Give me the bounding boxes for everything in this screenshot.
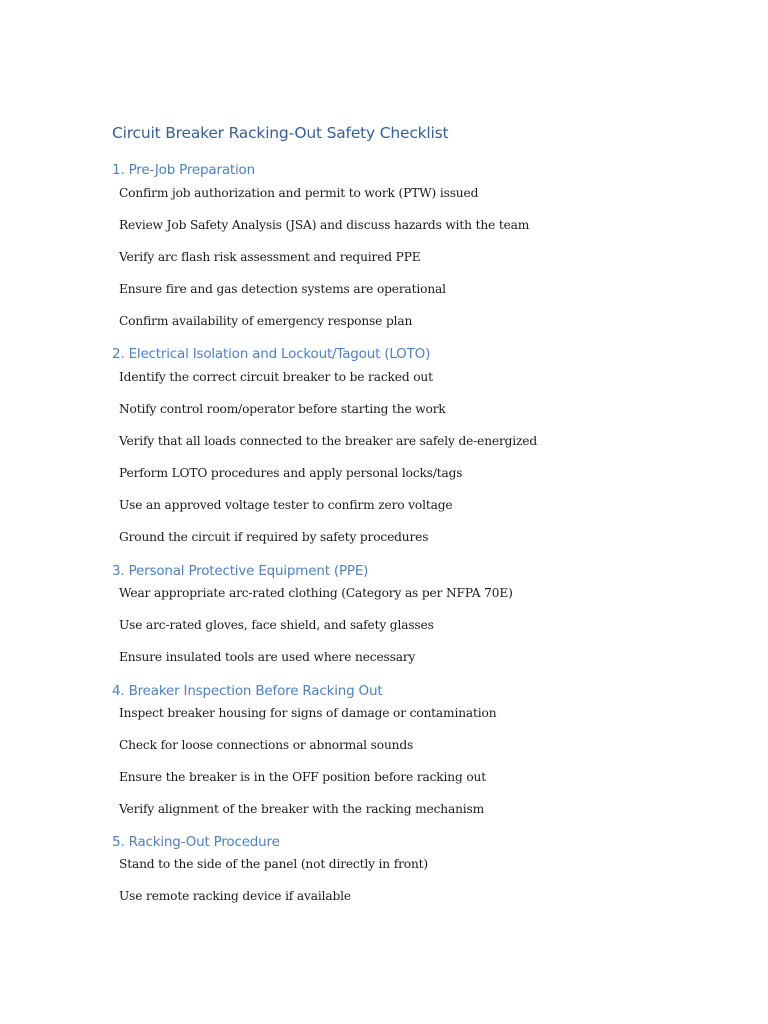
checklist-item: Use an approved voltage tester to confirm zero voltage <box>119 498 453 512</box>
checklist-item: Ground the circuit if required by safety procedures <box>119 530 429 544</box>
checklist-item: Identify the correct circuit breaker to be racked out <box>119 370 433 384</box>
checklist-item: Wear appropriate arc-rated clothing (Category as per NFPA 70E) <box>119 586 513 600</box>
checklist-item: Ensure the breaker is in the OFF position before racking out <box>119 770 486 784</box>
checklist-item: Confirm availability of emergency response plan <box>119 314 413 328</box>
checklist-item: Perform LOTO procedures and apply personal locks/tags <box>119 466 463 480</box>
checklist-item: Ensure fire and gas detection systems are operational <box>119 282 446 296</box>
section-heading-racking-out-procedure: 5. Racking-Out Procedure <box>112 834 280 850</box>
checklist-item: Inspect breaker housing for signs of damage or contamination <box>119 706 497 720</box>
checklist-item: Ensure insulated tools are used where necessary <box>119 650 416 664</box>
checklist-item: Verify that all loads connected to the breaker are safely de-energized <box>119 434 538 448</box>
document-title: Circuit Breaker Racking-Out Safety Checklist <box>112 124 449 142</box>
checklist-item: Stand to the side of the panel (not directly in front) <box>119 857 429 871</box>
section-heading-pre-job-preparation: 1. Pre-Job Preparation <box>112 162 255 178</box>
section-heading-ppe: 3. Personal Protective Equipment (PPE) <box>112 563 369 579</box>
checklist-item: Confirm job authorization and permit to work (PTW) issued <box>119 186 479 200</box>
checklist-item: Review Job Safety Analysis (JSA) and discuss hazards with the team <box>119 218 530 232</box>
checklist-item: Check for loose connections or abnormal sounds <box>119 738 414 752</box>
section-heading-breaker-inspection: 4. Breaker Inspection Before Racking Out <box>112 683 383 699</box>
checklist-item: Verify arc flash risk assessment and required PPE <box>119 250 421 264</box>
section-heading-electrical-isolation: 2. Electrical Isolation and Lockout/Tagout (LOTO) <box>112 346 431 362</box>
checklist-item: Verify alignment of the breaker with the racking mechanism <box>119 802 485 816</box>
checklist-item: Use arc-rated gloves, face shield, and safety glasses <box>119 618 434 632</box>
checklist-item: Use remote racking device if available <box>119 889 351 903</box>
checklist-item: Notify control room/operator before starting the work <box>119 402 446 416</box>
